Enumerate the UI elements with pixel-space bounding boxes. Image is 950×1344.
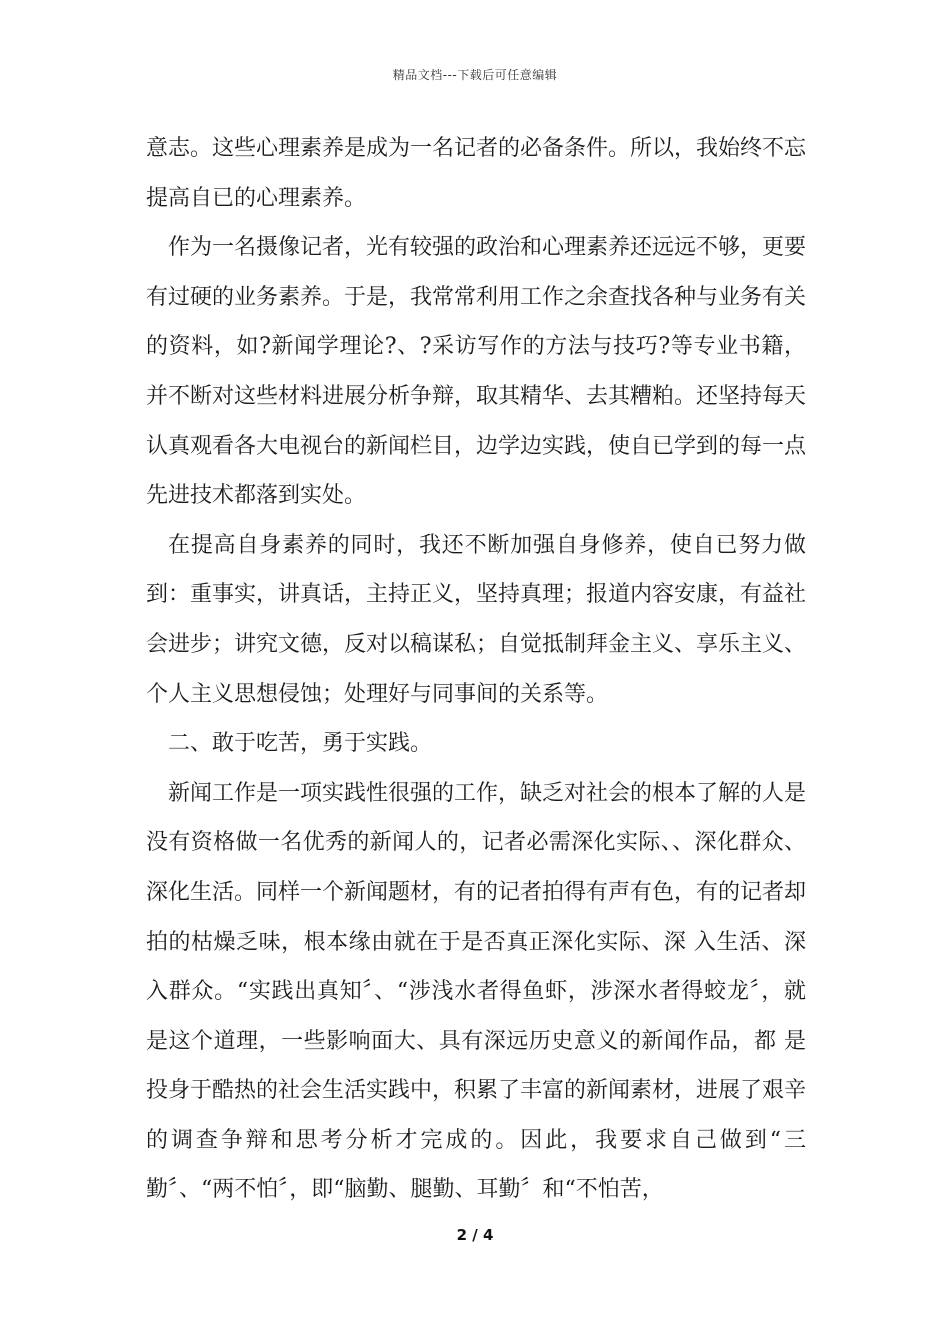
paragraph-1: 意志。这些心理素养是成为一名记者的必备条件。所以，我始终不忘提高自已的心理素养。 bbox=[146, 136, 807, 211]
section-heading: 二、敢于吃苦，勇于实践。 bbox=[168, 731, 433, 757]
page-header: 精品文档---下载后可任意编辑 bbox=[392, 68, 558, 82]
page-number: 2 / 4 bbox=[456, 1226, 494, 1244]
paragraph-3: 在提高自身素养的同时，我还不断加强自身修养，使自已努力做到：重事实，讲真话，主持正义，坚持真理；报道内容安康，有益社会进步；讲究文德，反对以稿谋私；自觉抵制拜金主义、享乐主义、个人主义思想侵蚀；处理好与同事间的关系等。 bbox=[146, 532, 807, 707]
paragraph-2: 作为一名摄像记者，光有较强的政治和心理素养还远远不够，更要有过硬的业务素养。于是，我常常利用工作之余查找各种与业务有关的资料，如?新闻学理论?、?采访写作的方法与技巧?等专业书籍，并不断对这些材料进展分析争辩，取其精华、去其糟粕。还坚持每天认真观看各大电视台的新闻栏目，边学边实践，使自已学到的每一点先进技术都落到实处。 bbox=[146, 235, 807, 509]
document-body bbox=[146, 124, 806, 1215]
paragraph-4: 新闻工作是一项实践性很强的工作，缺乏对社会的根本了解的人是没有资格做一名优秀的新闻人的，记者必需深化实际、、深化群众、深化生活。同样一个新闻题材，有的记者拍得有声有色，有的记者却拍的枯燥乏味，根本缘由就在于是否真正深化实际、深 入生活、深 入群众。“实践出真知〞、“涉浅水者得鱼虾，涉深水者得蛟龙〞，就是这个道理，一些影响面大、具有深远历史意义的新闻作品，都 是投身于酷热的社会生活实践中，积累了丰富的新闻素材，进展了艰辛的调查争辩和思考分析才完成的。因此，我要求自己做到“三勤〞、“两不怕〞，即“脑勤、腿勤、耳勤〞和“不怕苦， bbox=[146, 780, 807, 1203]
